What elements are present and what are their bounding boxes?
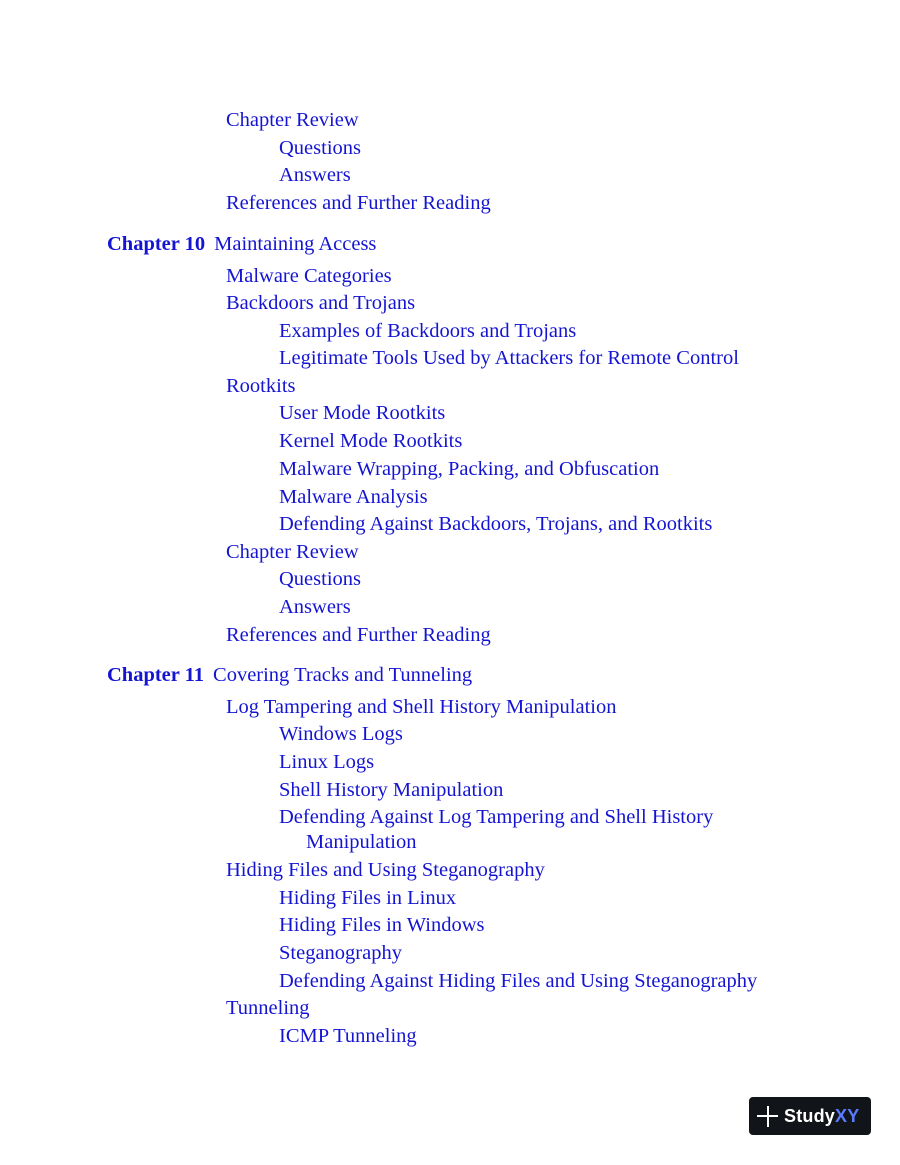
toc-chapter-10[interactable]	[107, 232, 376, 257]
toc-entry-rootkits[interactable]: Rootkits	[226, 375, 296, 397]
toc-entry-examples-backdoors[interactable]: Examples of Backdoors and Trojans	[279, 320, 577, 342]
toc-entry-chapter-review[interactable]: Chapter Review	[226, 109, 359, 131]
toc-entry-tunneling[interactable]: Tunneling	[226, 997, 310, 1019]
toc-entry-hiding-files-linux[interactable]: Hiding Files in Linux	[279, 887, 457, 909]
plus-icon	[757, 1106, 778, 1127]
badge-brand	[784, 1106, 859, 1127]
toc-entry-questions[interactable]: Questions	[279, 137, 361, 159]
chapter-number: Chapter 10	[107, 233, 206, 255]
toc-entry-kernel-mode-rootkits[interactable]: Kernel Mode Rootkits	[279, 430, 463, 452]
toc-entry-hiding-files-windows[interactable]: Hiding Files in Windows	[279, 914, 485, 936]
toc-entry-hiding-files[interactable]: Hiding Files and Using Steganography	[226, 859, 545, 881]
badge-brand-main: Study	[784, 1105, 836, 1126]
toc-entry-steganography[interactable]: Steganography	[279, 942, 402, 964]
toc-chapter-11[interactable]	[107, 663, 472, 688]
chapter-number: Chapter 11	[107, 664, 205, 686]
toc-entry-chapter-review[interactable]: Chapter Review	[226, 541, 359, 563]
toc-entry-icmp-tunneling[interactable]: ICMP Tunneling	[279, 1025, 417, 1047]
toc-entry-malware-analysis[interactable]: Malware Analysis	[279, 486, 428, 508]
toc-entry-linux-logs[interactable]: Linux Logs	[279, 751, 375, 773]
toc-entry-references[interactable]: References and Further Reading	[226, 192, 491, 214]
studyxy-badge[interactable]	[749, 1097, 871, 1135]
toc-entry-defending-log-tampering[interactable]	[279, 805, 769, 855]
toc-entry-questions[interactable]: Questions	[279, 568, 361, 590]
toc-entry-references[interactable]: References and Further Reading	[226, 624, 491, 646]
toc-entry-malware-wrapping[interactable]: Malware Wrapping, Packing, and Obfuscation	[279, 458, 660, 480]
toc-entry-legitimate-tools[interactable]: Legitimate Tools Used by Attackers for Remote Control	[279, 347, 739, 369]
toc-entry-answers[interactable]: Answers	[279, 596, 351, 618]
toc-entry-shell-history[interactable]: Shell History Manipulation	[279, 779, 504, 801]
toc-entry-defending-backdoors[interactable]: Defending Against Backdoors, Trojans, and Rootkits	[279, 513, 713, 535]
toc-entry-malware-categories[interactable]: Malware Categories	[226, 265, 392, 287]
toc-entry-windows-logs[interactable]: Windows Logs	[279, 723, 403, 745]
chapter-title: Maintaining Access	[214, 233, 377, 255]
toc-entry-defending-hiding-files[interactable]: Defending Against Hiding Files and Using Steganography	[279, 970, 758, 992]
entry-text-continuation: Manipulation	[306, 831, 417, 853]
toc-entry-user-mode-rootkits[interactable]: User Mode Rootkits	[279, 402, 446, 424]
toc-entry-log-tampering[interactable]: Log Tampering and Shell History Manipulation	[226, 696, 617, 718]
chapter-title: Covering Tracks and Tunneling	[213, 664, 473, 686]
toc-entry-answers[interactable]: Answers	[279, 164, 351, 186]
entry-text: Defending Against Log Tampering and Shell History	[279, 806, 714, 828]
toc-entry-backdoors-trojans[interactable]: Backdoors and Trojans	[226, 292, 416, 314]
badge-brand-accent: XY	[835, 1105, 860, 1126]
